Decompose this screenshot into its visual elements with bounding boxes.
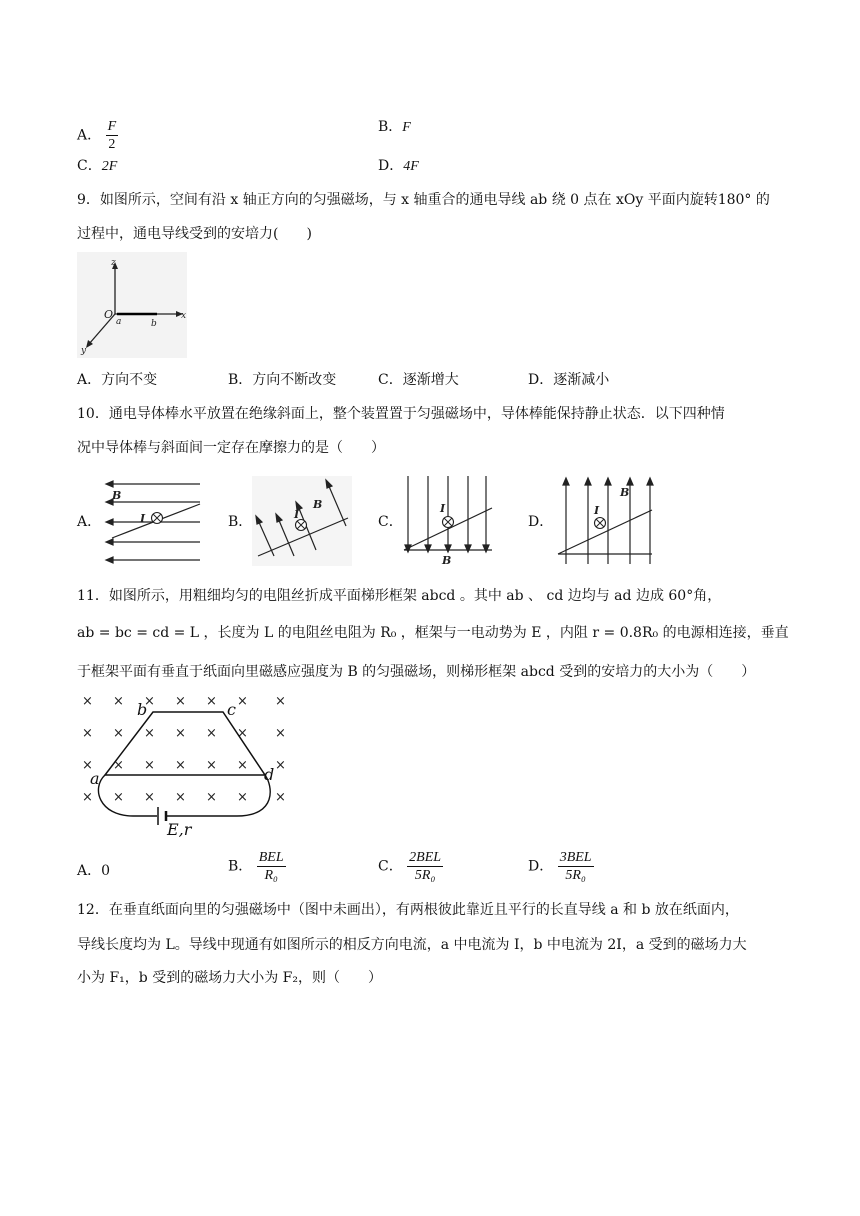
vertex-c-label: c <box>227 700 236 719</box>
svg-text:×: × <box>237 758 248 773</box>
z-label: z <box>111 258 116 268</box>
svg-text:×: × <box>82 726 93 741</box>
q9-option-a: A．方向不变 <box>77 372 158 388</box>
q10-option-d-label: D． <box>528 514 554 530</box>
svg-text:×: × <box>275 758 286 773</box>
vertex-a-label: a <box>90 769 100 788</box>
svg-text:×: × <box>275 694 286 709</box>
q9-option-b: B．方向不断改变 <box>228 372 337 388</box>
svg-text:×: × <box>206 694 217 709</box>
svg-text:×: × <box>175 694 186 709</box>
vertex-d-label: d <box>264 765 275 784</box>
q10-stem-line1: 10．通电导体棒水平放置在绝缘斜面上，整个装置置于匀强磁场中，导体棒能保持静止状态．以下四种情 <box>77 406 725 422</box>
q11-option-c-fraction: $\frac{\text{2BEL}}{\text{5R₀}}$ <box>409 850 442 883</box>
q9-axes-figure <box>77 252 187 358</box>
q11-option-c: C． $\frac{\text{2BEL}}{\text{5R₀}}$ <box>378 850 442 883</box>
q9-option-d: D．逐渐减小 <box>528 372 610 388</box>
svg-text:×: × <box>82 790 93 805</box>
magnetic-field-crosses <box>82 694 286 805</box>
q8-option-a <box>77 118 118 153</box>
incline-line <box>558 510 652 554</box>
svg-text:×: × <box>144 790 155 805</box>
svg-text:×: × <box>82 694 93 709</box>
q9-figure-bg <box>77 252 187 358</box>
q10-stem-line2: 况中导体棒与斜面间一定存在摩擦力的是（ ） <box>77 440 385 456</box>
point-b-label: b <box>151 319 157 329</box>
q11-stem-line3: 于框架平面有垂直于纸面向里磁感应强度为 B 的匀强磁场，则梯形框架 abcd 受到的安培力的大小为（ ） <box>77 664 756 680</box>
q11-option-d-fraction: $\frac{\text{3BEL}}{\text{5R₀}}$ <box>559 850 592 883</box>
svg-text:×: × <box>82 758 93 773</box>
y-label: y <box>81 346 87 356</box>
svg-text:×: × <box>237 726 248 741</box>
q10-figure-b <box>252 476 352 566</box>
q10-option-b-label: B． <box>228 514 253 530</box>
q12-stem-line2: 导线长度均为 L。导线中现通有如图所示的相反方向电流，a 中电流为 I，b 中电流为 2I，a 受到的磁场力大 <box>77 937 747 953</box>
q9-stem-line1: 9．如图所示，空间有沿 x 轴正方向的匀强磁场，与 x 轴重合的通电导线 ab 绕 0 点在 xOy 平面内旋转180° 的 <box>77 192 770 208</box>
svg-text:×: × <box>175 726 186 741</box>
q11-option-b: B． $\frac{\text{BEL}}{\text{R₀}}$ <box>228 850 284 883</box>
q11-option-d: D． $\frac{\text{3BEL}}{\text{5R₀}}$ <box>528 850 592 883</box>
svg-text:×: × <box>206 758 217 773</box>
current-i-label: I <box>594 504 600 517</box>
q9-option-c: C．逐渐增大 <box>378 372 459 388</box>
svg-text:×: × <box>144 694 155 709</box>
field-b-label: B <box>112 489 122 502</box>
q11-option-a: A．0 <box>77 863 111 879</box>
svg-text:×: × <box>113 726 124 741</box>
q12-stem-line3: 小为 F₁，b 受到的磁场力大小为 F₂，则（ ） <box>77 970 382 986</box>
emf-label: E,r <box>167 820 192 839</box>
q8-option-a-fraction: $\frac{F}{2}$ <box>107 119 117 152</box>
svg-text:×: × <box>175 758 186 773</box>
svg-text:×: × <box>144 726 155 741</box>
point-a-label: a <box>116 317 122 327</box>
svg-text:×: × <box>275 790 286 805</box>
x-label: x <box>181 311 187 321</box>
svg-text:×: × <box>175 790 186 805</box>
origin-label: O <box>104 308 114 321</box>
current-i-label: I <box>294 508 300 521</box>
q8-option-c: C．2F <box>77 158 118 174</box>
field-b-label: B <box>313 498 323 511</box>
current-i-label: I <box>140 512 146 525</box>
svg-text:×: × <box>206 790 217 805</box>
q10-option-c-label: C． <box>378 514 403 530</box>
svg-text:×: × <box>113 790 124 805</box>
q9-stem-line2: 过程中，通电导线受到的安培力( ) <box>77 226 312 242</box>
svg-text:×: × <box>206 726 217 741</box>
q8-option-b: B．F <box>378 119 411 135</box>
q10-option-a-label: A． <box>77 514 102 530</box>
current-i-label: I <box>440 502 446 515</box>
field-b-label: B <box>442 554 452 567</box>
svg-text:×: × <box>237 790 248 805</box>
svg-text:×: × <box>113 758 124 773</box>
q11-stem-line2: ab = bc = cd = L ，长度为 L 的电阻丝电阻为 R₀ ，框架与一电动势为 E ，内阻 r = 0.8R₀ 的电源相连接，垂直 <box>77 625 789 641</box>
q11-circuit-figure <box>77 688 297 839</box>
q12-stem-line1: 12．在垂直纸面向里的匀强磁场中（图中未画出），有两根彼此靠近且平行的长直导线 a 和 b 放在纸面内， <box>77 902 739 918</box>
svg-text:×: × <box>275 726 286 741</box>
q10-figure-c <box>402 474 494 568</box>
q11-option-b-fraction: $\frac{\text{BEL}}{\text{R₀}}$ <box>258 850 284 883</box>
q8-option-a-label: A． <box>77 127 102 144</box>
svg-text:×: × <box>113 694 124 709</box>
vertex-b-label: b <box>137 700 148 719</box>
svg-text:×: × <box>144 758 155 773</box>
q10-figure-d <box>554 474 654 568</box>
svg-text:×: × <box>237 694 248 709</box>
q11-stem-line1: 11．如图所示，用粗细均匀的电阻丝折成平面梯形框架 abcd 。其中 ab 、 cd 边均与 ad 边成 60°角， <box>77 588 722 604</box>
field-b-label: B <box>620 486 630 499</box>
q10-figure-a <box>104 476 204 566</box>
q8-option-d: D．4F <box>378 158 419 174</box>
